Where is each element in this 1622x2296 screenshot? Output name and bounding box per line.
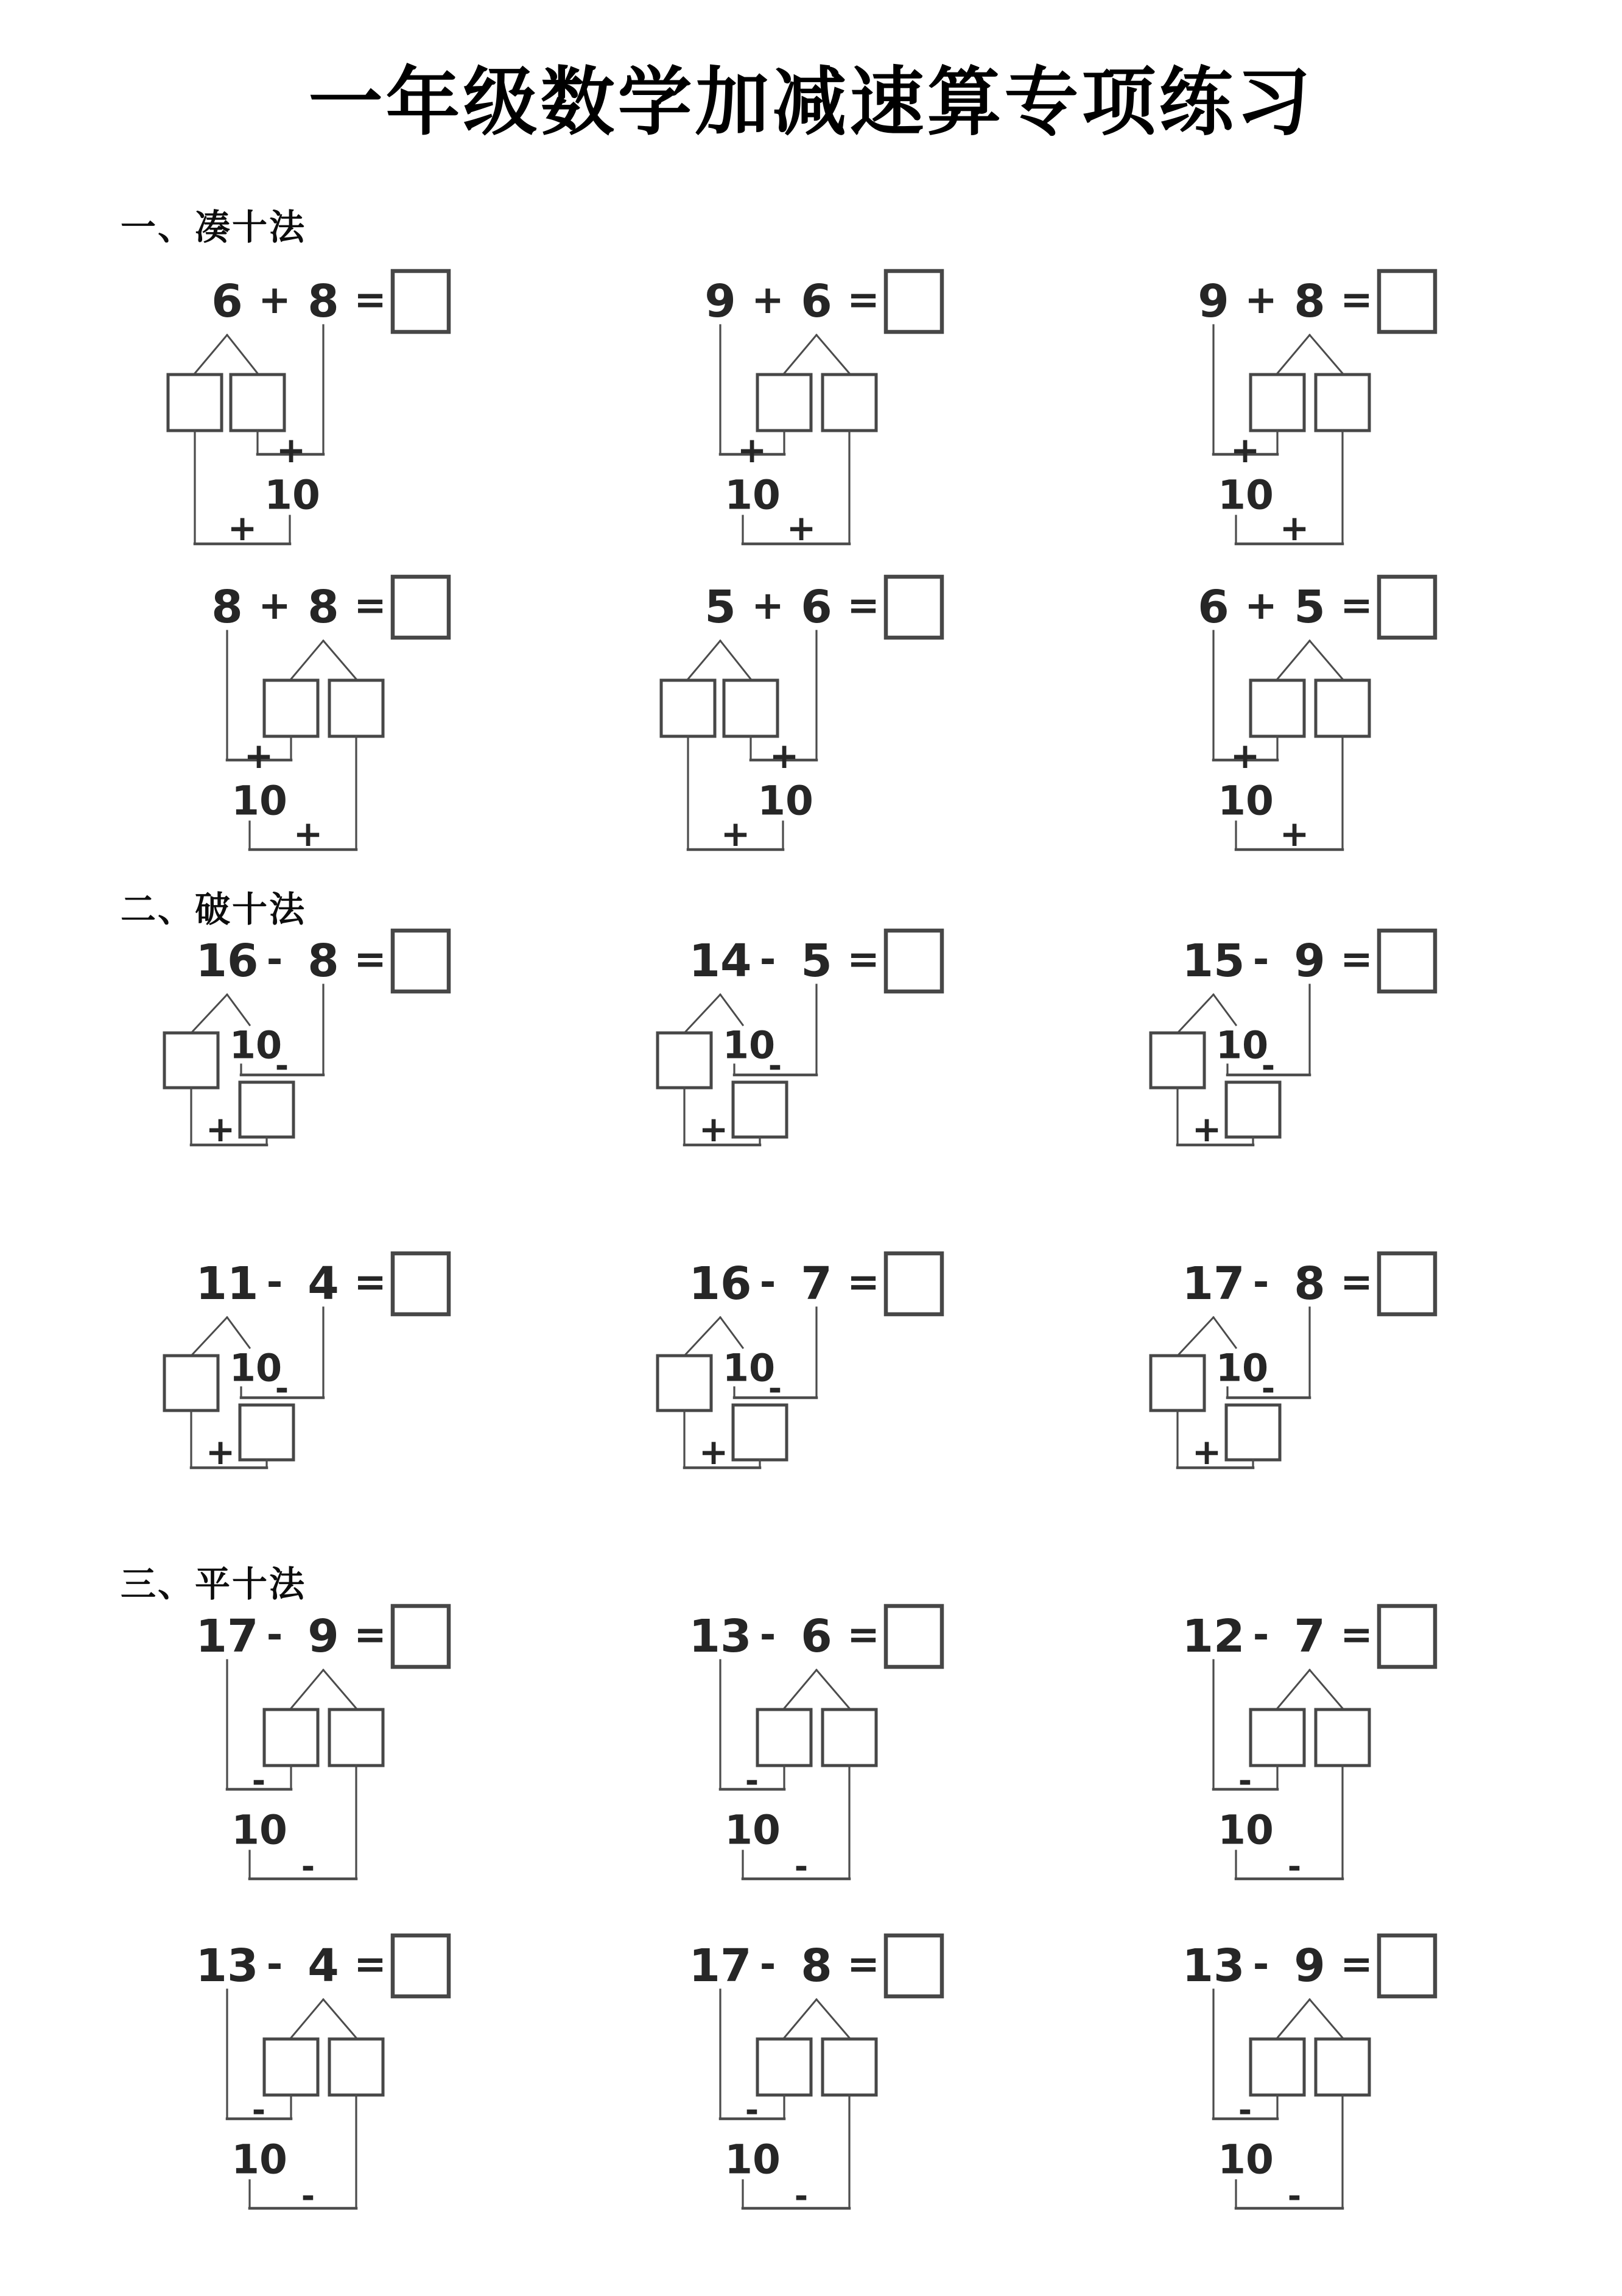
step1-operator: - (1238, 1761, 1252, 1800)
answer-box[interactable] (886, 271, 942, 332)
step1-operator: + (1230, 735, 1260, 776)
operand-b: 7 (1294, 1610, 1325, 1663)
split-line-right (1310, 1999, 1343, 2038)
step2-operator: + (205, 1431, 236, 1473)
split-line-left (191, 1317, 227, 1356)
operand-a: 13 (689, 1610, 752, 1663)
answer-box[interactable] (393, 931, 449, 991)
operand-b: 8 (1294, 275, 1325, 328)
answer-box[interactable] (393, 1253, 449, 1314)
ten-label: 10 (1218, 777, 1274, 825)
split-line-right (816, 335, 849, 373)
ten-label: 10 (1215, 1023, 1269, 1068)
answer-box[interactable] (1379, 271, 1435, 332)
ten-label: 10 (231, 1806, 287, 1854)
operand-b: 8 (801, 1940, 832, 1992)
step2-operator: + (698, 1431, 729, 1473)
equals-sign: = (354, 1260, 387, 1305)
step2-operator: - (1287, 2177, 1302, 2216)
operator: + (258, 583, 291, 629)
equals-sign: = (354, 278, 387, 323)
answer-box[interactable] (393, 271, 449, 332)
answer-box[interactable] (1379, 931, 1435, 991)
decomp-box-left[interactable] (264, 680, 318, 736)
step1-operator: + (1230, 429, 1260, 471)
decomp-box-left[interactable] (757, 2039, 811, 2095)
decomp-box-left[interactable] (658, 1356, 711, 1410)
problem-8+8 (157, 568, 498, 887)
step1-operator: - (1261, 1369, 1276, 1408)
operand-a: 16 (195, 935, 259, 987)
problem-diagram (1143, 1926, 1484, 2246)
answer-box[interactable] (886, 1935, 942, 1996)
problem-13-6 (650, 1597, 991, 1917)
split-line-left (291, 1999, 323, 2038)
answer-box[interactable] (1379, 1606, 1435, 1667)
problem-diagram (650, 921, 991, 1241)
equals-sign: = (847, 1613, 880, 1658)
operator: - (266, 1260, 283, 1305)
problem-16-7 (650, 1244, 991, 1564)
operand-a: 8 (211, 581, 243, 633)
decomp-box-left[interactable] (168, 375, 222, 431)
problem-5+6 (650, 568, 991, 887)
problem-diagram (650, 1597, 991, 1917)
operand-a: 5 (704, 581, 736, 633)
operand-a: 13 (1182, 1940, 1245, 1992)
split-line-left (784, 1999, 816, 2038)
split-line-left (784, 335, 816, 373)
decomp-box-left[interactable] (661, 680, 715, 736)
problem-15-9 (1143, 921, 1484, 1241)
problem-diagram (650, 1926, 991, 2246)
step1-operator: - (1261, 1046, 1276, 1085)
operand-a: 11 (195, 1258, 259, 1310)
operand-a: 12 (1182, 1610, 1245, 1663)
operator: + (1245, 278, 1277, 323)
operand-a: 6 (211, 275, 243, 328)
equals-sign: = (1340, 278, 1373, 323)
split-line-right (720, 641, 751, 679)
result-box[interactable] (1226, 1082, 1280, 1137)
step2-operator: - (301, 2177, 315, 2216)
decomp-box-right[interactable] (1316, 2039, 1369, 2095)
operand-b: 6 (801, 275, 832, 328)
operand-a: 17 (689, 1940, 752, 1992)
ten-label: 10 (229, 1023, 283, 1068)
step1-operator: - (745, 2091, 759, 2130)
operand-a: 9 (704, 275, 736, 328)
answer-box[interactable] (1379, 1253, 1435, 1314)
ten-label: 10 (722, 1345, 776, 1390)
split-line-right (1213, 1317, 1236, 1348)
ten-label: 10 (1215, 1345, 1269, 1390)
equals-sign: = (1340, 583, 1373, 629)
problem-14-5 (650, 921, 991, 1241)
equals-sign: = (1340, 1613, 1373, 1658)
operand-a: 16 (689, 1258, 752, 1310)
step1-operator: - (251, 2091, 266, 2130)
ten-label: 10 (264, 471, 320, 519)
problem-diagram (650, 568, 991, 887)
step2-operator: - (301, 1847, 315, 1886)
operator: + (751, 583, 784, 629)
step2-operator: + (786, 507, 816, 549)
answer-box[interactable] (886, 1606, 942, 1667)
operator: - (266, 937, 283, 982)
equals-sign: = (1340, 1942, 1373, 1987)
problem-diagram (157, 921, 498, 1241)
split-line-left (195, 335, 227, 373)
split-line-right (816, 1670, 849, 1708)
equals-sign: = (847, 583, 880, 629)
equals-sign: = (847, 278, 880, 323)
problem-diagram (1143, 568, 1484, 887)
problem-13-4 (157, 1926, 498, 2246)
operand-a: 9 (1198, 275, 1229, 328)
answer-box[interactable] (886, 931, 942, 991)
split-line-left (684, 995, 720, 1033)
operand-a: 17 (195, 1610, 259, 1663)
decomp-box-right[interactable] (329, 1710, 383, 1766)
section-heading-2: 二、破十法 (121, 889, 307, 930)
problem-diagram (157, 568, 498, 887)
decomp-box-left[interactable] (264, 2039, 318, 2095)
step1-operator: - (1238, 2091, 1252, 2130)
equals-sign: = (354, 937, 387, 982)
decomp-box-right[interactable] (231, 375, 284, 431)
split-line-right (227, 995, 250, 1025)
step2-operator: + (205, 1108, 236, 1150)
step1-operator: - (275, 1046, 289, 1085)
section-heading-1: 一、凑十法 (121, 206, 307, 248)
step2-operator: + (1279, 813, 1310, 854)
ten-label: 10 (757, 777, 813, 825)
problem-9+8 (1143, 262, 1484, 582)
step2-operator: + (1192, 1108, 1222, 1150)
split-line-right (227, 335, 258, 373)
decomp-box-right[interactable] (1316, 680, 1369, 736)
ten-label: 10 (231, 2136, 287, 2183)
step2-operator: + (698, 1108, 729, 1150)
result-box[interactable] (1226, 1405, 1280, 1460)
split-line-right (1310, 335, 1343, 373)
step1-operator: - (768, 1369, 782, 1408)
step1-operator: + (737, 429, 767, 471)
ten-label: 10 (725, 1806, 781, 1854)
operand-a: 6 (1198, 581, 1229, 633)
decomp-box-right[interactable] (823, 1710, 876, 1766)
problem-12-7 (1143, 1597, 1484, 1917)
operand-b: 4 (307, 1940, 339, 1992)
decomp-box-left[interactable] (1251, 680, 1304, 736)
operand-a: 13 (195, 1940, 259, 1992)
answer-box[interactable] (393, 577, 449, 638)
step2-operator: + (720, 813, 751, 854)
operator: - (1252, 1942, 1269, 1987)
step1-operator: + (244, 735, 274, 776)
problem-17-8 (650, 1926, 991, 2246)
problem-diagram (157, 1244, 498, 1564)
split-line-right (323, 1670, 356, 1708)
decomp-box-left[interactable] (264, 1710, 318, 1766)
operator: + (751, 278, 784, 323)
ten-label: 10 (725, 471, 781, 519)
step2-operator: - (1287, 1847, 1302, 1886)
operator: - (759, 1613, 776, 1658)
operator: - (266, 1942, 283, 1987)
equals-sign: = (354, 583, 387, 629)
answer-box[interactable] (393, 1935, 449, 1996)
problem-diagram (1143, 921, 1484, 1241)
decomp-box-left[interactable] (164, 1033, 218, 1088)
operator: + (1245, 583, 1277, 629)
split-line-left (784, 1670, 816, 1708)
problem-16-8 (157, 921, 498, 1241)
step1-operator: - (768, 1046, 782, 1085)
ten-label: 10 (1218, 471, 1274, 519)
problem-diagram (157, 1597, 498, 1917)
step2-operator: - (794, 2177, 809, 2216)
decomp-box-right[interactable] (823, 2039, 876, 2095)
ten-label: 10 (1218, 1806, 1274, 1854)
operand-b: 9 (1294, 1940, 1325, 1992)
step1-operator: + (769, 735, 799, 776)
answer-box[interactable] (886, 1253, 942, 1314)
split-line-left (1277, 335, 1310, 373)
operator: - (1252, 1613, 1269, 1658)
split-line-right (816, 1999, 849, 2038)
operator: + (258, 278, 291, 323)
operator: - (759, 1260, 776, 1305)
split-line-left (1277, 1670, 1310, 1708)
step1-operator: - (251, 1761, 266, 1800)
ten-label: 10 (231, 777, 287, 825)
step1-operator: - (745, 1761, 759, 1800)
operand-b: 8 (307, 275, 339, 328)
operand-b: 5 (1294, 581, 1325, 633)
answer-box[interactable] (393, 1606, 449, 1667)
operand-b: 6 (801, 581, 832, 633)
step1-operator: - (275, 1369, 289, 1408)
ten-label: 10 (1218, 2136, 1274, 2183)
decomp-box-right[interactable] (1316, 375, 1369, 431)
problem-diagram (157, 1926, 498, 2246)
operand-b: 8 (1294, 1258, 1325, 1310)
equals-sign: = (354, 1942, 387, 1987)
split-line-left (1277, 641, 1310, 679)
decomp-box-left[interactable] (757, 1710, 811, 1766)
split-line-right (227, 1317, 250, 1348)
problem-6+8 (157, 262, 498, 582)
result-box[interactable] (733, 1405, 787, 1460)
result-box[interactable] (240, 1405, 293, 1460)
split-line-right (720, 1317, 743, 1348)
problem-9+6 (650, 262, 991, 582)
split-line-right (1310, 1670, 1343, 1708)
split-line-right (323, 641, 356, 679)
split-line-left (291, 641, 323, 679)
decomp-box-left[interactable] (1151, 1356, 1204, 1410)
problem-11-4 (157, 1244, 498, 1564)
step1-operator: + (276, 429, 306, 471)
decomp-box-right[interactable] (329, 2039, 383, 2095)
result-box[interactable] (240, 1082, 293, 1137)
equals-sign: = (847, 1260, 880, 1305)
step2-operator: + (1279, 507, 1310, 549)
step2-operator: + (293, 813, 323, 854)
equals-sign: = (847, 937, 880, 982)
problem-diagram (1143, 1597, 1484, 1917)
result-box[interactable] (733, 1082, 787, 1137)
problem-diagram (157, 262, 498, 582)
problem-diagram (650, 262, 991, 582)
operator: - (1252, 1260, 1269, 1305)
operand-a: 17 (1182, 1258, 1245, 1310)
ten-label: 10 (229, 1345, 283, 1390)
decomp-box-right[interactable] (823, 375, 876, 431)
decomp-box-right[interactable] (1316, 1710, 1369, 1766)
equals-sign: = (354, 1613, 387, 1658)
decomp-box-left[interactable] (757, 375, 811, 431)
decomp-box-left[interactable] (1251, 2039, 1304, 2095)
split-line-right (720, 995, 743, 1025)
step2-operator: + (1192, 1431, 1222, 1473)
problem-6+5 (1143, 568, 1484, 887)
operator: - (759, 1942, 776, 1987)
answer-box[interactable] (1379, 1935, 1435, 1996)
problem-diagram (1143, 262, 1484, 582)
problem-diagram (650, 1244, 991, 1564)
problem-17-9 (157, 1597, 498, 1917)
ten-label: 10 (725, 2136, 781, 2183)
split-line-left (688, 641, 720, 679)
split-line-right (1310, 641, 1343, 679)
operator: - (266, 1613, 283, 1658)
problem-diagram (1143, 1244, 1484, 1564)
answer-box[interactable] (886, 577, 942, 638)
operand-b: 8 (307, 935, 339, 987)
section-heading-3: 三、平十法 (121, 1563, 307, 1605)
operand-b: 7 (801, 1258, 832, 1310)
operator: - (1252, 937, 1269, 982)
operand-b: 9 (1294, 935, 1325, 987)
split-line-right (1213, 995, 1236, 1025)
page-title: 一年级数学加减速算专项练习 (308, 59, 1314, 146)
operand-b: 5 (801, 935, 832, 987)
step2-operator: - (794, 1847, 809, 1886)
split-line-left (1178, 1317, 1213, 1356)
operand-b: 4 (307, 1258, 339, 1310)
decomp-box-left[interactable] (1151, 1033, 1204, 1088)
split-line-left (191, 995, 227, 1033)
operand-b: 9 (307, 1610, 339, 1663)
answer-box[interactable] (1379, 577, 1435, 638)
problem-13-9 (1143, 1926, 1484, 2246)
split-line-left (291, 1670, 323, 1708)
decomp-box-left[interactable] (1251, 375, 1304, 431)
equals-sign: = (1340, 1260, 1373, 1305)
split-line-left (1178, 995, 1213, 1033)
operand-a: 15 (1182, 935, 1245, 987)
split-line-left (1277, 1999, 1310, 2038)
operator: - (759, 937, 776, 982)
problem-17-8 (1143, 1244, 1484, 1564)
decomp-box-right[interactable] (724, 680, 778, 736)
ten-label: 10 (722, 1023, 776, 1068)
operand-b: 8 (307, 581, 339, 633)
step2-operator: + (227, 507, 258, 549)
operand-b: 6 (801, 1610, 832, 1663)
equals-sign: = (847, 1942, 880, 1987)
decomp-box-left[interactable] (164, 1356, 218, 1410)
decomp-box-left[interactable] (1251, 1710, 1304, 1766)
operand-a: 14 (689, 935, 752, 987)
decomp-box-left[interactable] (658, 1033, 711, 1088)
split-line-right (323, 1999, 356, 2038)
split-line-left (684, 1317, 720, 1356)
decomp-box-right[interactable] (329, 680, 383, 736)
equals-sign: = (1340, 937, 1373, 982)
